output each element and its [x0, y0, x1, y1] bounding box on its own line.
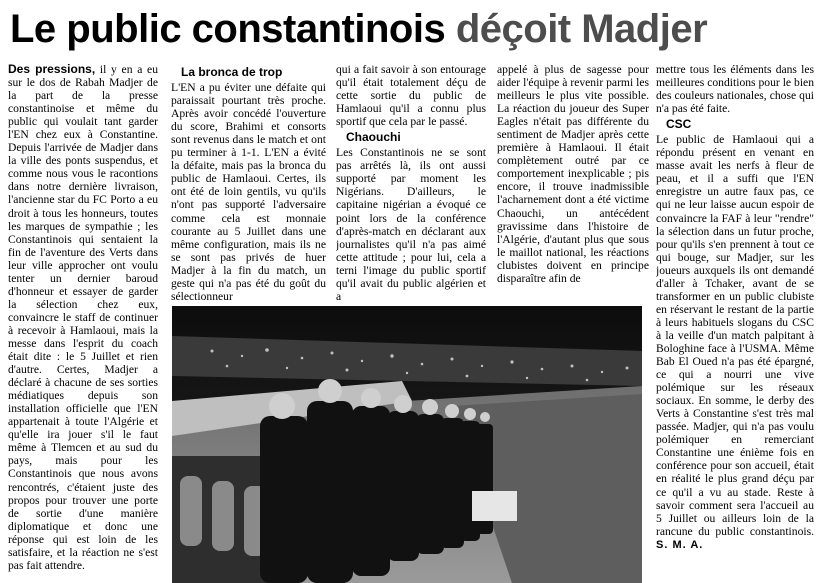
- column-4-text: appelé à plus de sagesse pour aider l'équipe à revenir parmi les meilleurs le plus vite possible. La réaction du joueur des Super Eagles n'était pas différente du sentiment de Madjer après cette première à Hamlaoui. Il était complètement outré par ce comportement inexplicable ; pis encore, il trouve inadmissible l'acharnement dont a été victime Chaouchi, un antécédent gravissime dans l'histoire de l'Algérie, d'autant plus que sous le maillot national, les réactions clubistes doivent en principe disparaître afin de: [497, 63, 649, 285]
- column-3-text-b: Les Constantinois ne se sont pas arrêtés là, ils ont aussi supporté par moment les Nigérians. D'ailleurs, le capitaine nigérian a évoqué ce point lors de la conférence d'après-match en déclarant aux journalistes qu'il n'a pas aimé cette attitude ; pour lui, cela a terni l'image du public sportif qu'il avait du public algérien et a: [336, 146, 486, 303]
- article-column-1: [8, 63, 158, 583]
- subhead-chaouchi: Chaouchi: [346, 130, 401, 145]
- subhead-bronca: La bronca de trop: [181, 65, 283, 79]
- headline-part2: déçoit Madjer: [455, 7, 708, 51]
- author-signature: S. M. A.: [656, 538, 704, 551]
- headline-part1: Le public constantinois: [10, 7, 446, 51]
- article-column-2: [171, 63, 326, 309]
- column-5-text-a: mettre tous les éléments dans les meilleures conditions pour le bien des couleurs nationales, chose qui n'a pas été faite.: [656, 63, 814, 116]
- column-1-text: il y en a eu sur le dos de Rabah Madjer de la part de la presse constantinoise et même du public qui voulait tant garder l'EN chez eux à Constantine. Depuis l'arrivée de Madjer dans la ville des ponts suspendus, et comme nous vous le racontions dans notre dernière livraison, l'ancienne star du FC Porto a eu droit à tous les honneurs, toutes les marques de sympathie ; les Constantinois qui sentaient la fin de l'aventure des Verts dans leur ville approcher ont voulu tenter un dernier baroud d'honneur et essayer de garder la sélection chez eux, convaincre le staff de continuer à recevoir à Hamlaoui, mais la messe dans l'esprit du coach était dite : le 5 Juillet et rien d'autre. Certes, Madjer a déclaré à chacune de ses sorties médiatiques depuis son installation officielle que l'EN appartenait à toute l'Algérie et qu'elle ira jouer s'il le faut même à Tlemcen et au sud du pays, mais pour les Constantinois que nous avons rencontrés, c'étaient juste des propos pour trouver une porte de sortie d'une manière diplomatique et donc une réponse qui est loin de les satisfaire, et la réaction ne s'est pas fait attendre.: [8, 63, 158, 572]
- article-column-4: [497, 63, 649, 309]
- photo-image: [172, 306, 642, 583]
- column-2-text: L'EN a pu éviter une défaite qui paraissait pourtant très proche. Après avoir concédé l'ouverture du score, Brahimi et consorts sont revenus dans le match et ont pu terminer à 1-1. L'EN a évité la défaite, mais pas la bronca du public de Hamlaoui. Certes, ils ont été de loin gentils, vu qu'ils n'ont pas supporté l'adversaire comme cela est monnaie courante au 5 Juillet dans une même configuration, mais ils ne se sont pas privés de huer Madjer à la fin du match, un geste qui n'a pas été du goût du sélectionneur: [171, 81, 326, 303]
- stadium-bench-photo: [172, 306, 642, 583]
- column-5-text-b: Le public de Hamlaoui qui a répondu présent en venant en masse avait les nerfs à fleur de peau, et il a suffi que l'EN enregistre un autre faux pas, ce qui ne leur laisse aucun espoir de convaincre la FAF à leur "rendre" la sélection dans un futur proche, pour qu'ils s'en prennent à tout ce qui bouge, sur Madjer, sur les joueurs auxquels ils ont demandé d'aller à Tchaker, avant de se transformer en un public clubiste en réservant le restant de la partie à leurs habituels slogans du CSC à la veille d'un match palpitant à Bologhine face à l'USMA. Même Bab El Oued n'a pas été épargné, ce qui a nourri une vive polémique sur les réseaux sociaux. En somme, le derby des Verts à Constantine s'est très mal passée. Madjer, qui n'a pas voulu polémiquer en remerciant Constantine une énième fois en conférence pour son accueil, était en réalité le plus grand déçu par ce qu'il a vu au stade. Reste à savoir comment sera l'accueil au 5 Juillet ou ailleurs loin de la rancune du public constantinois.: [656, 133, 814, 538]
- article-column-3: [336, 63, 486, 309]
- article-column-5: [656, 63, 814, 578]
- lead-in: Des pressions,: [8, 63, 96, 76]
- subhead-csc: CSC: [666, 117, 692, 132]
- column-3-text-a: qui a fait savoir à son entourage qu'il était totalement déçu de cette sortie du public de Hamlaoui qu'il a connu plus sportif que cela par le passé.: [336, 63, 486, 129]
- headline: [10, 0, 820, 58]
